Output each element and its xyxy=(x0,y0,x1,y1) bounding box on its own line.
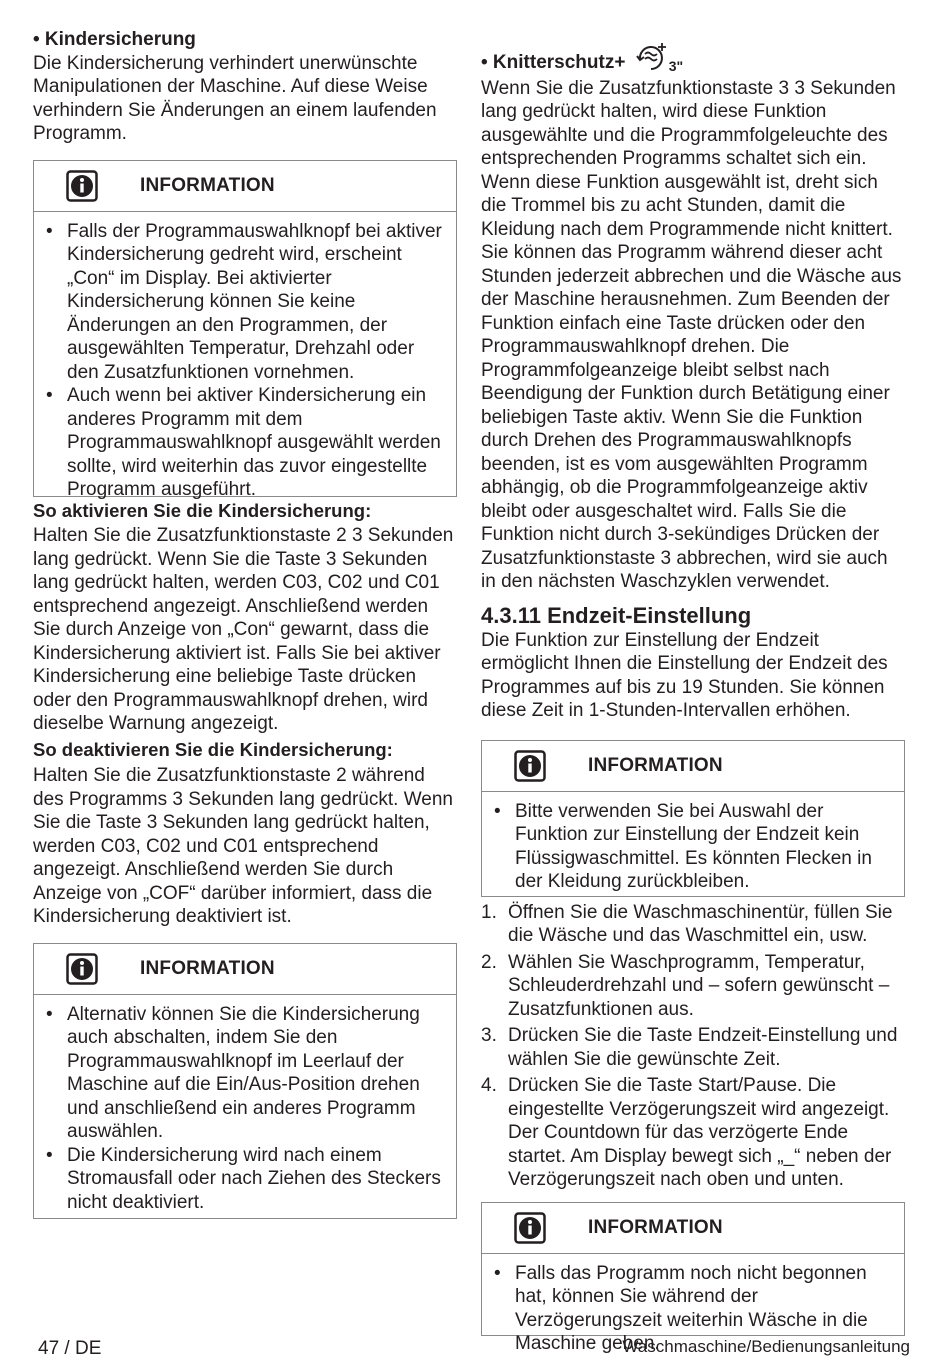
activate-heading: So aktivieren Sie die Kindersicherung: xyxy=(33,499,372,521)
information-body xyxy=(34,212,456,508)
information-box xyxy=(33,160,457,500)
list-item: • Bitte verwenden Sie bei Auswahl der Funktion zur Einstellung der Endzeit kein Flüssigwaschmittel. Es könnten Flecken in der Kleidung zurückbleiben. xyxy=(494,800,872,892)
information-title: INFORMATION xyxy=(588,1216,723,1238)
steps-list xyxy=(481,901,905,1192)
section-heading: 4.3.11 Endzeit-Einstellung xyxy=(481,602,752,628)
information-title: INFORMATION xyxy=(140,174,275,196)
left-column xyxy=(33,28,457,1219)
list-item: 4. Drücken Sie die Taste Start/Pause. Die eingestellte Verzögerungszeit wird angezeigt. Der Countdown für das verzögerte Ende startet. Am Display bewegt sich „_“ neben der Verzögerungszeit nach oben und unten. xyxy=(481,1075,892,1190)
list-item: 3. Drücken Sie die Taste Endzeit-Einstellung und wählen Sie die gewünschte Zeit. xyxy=(481,1025,898,1070)
info-icon xyxy=(66,170,98,202)
list-item: • Die Kindersicherung wird nach einem Stromausfall oder nach Ziehen des Steckers nicht deaktiviert. xyxy=(46,1144,441,1213)
information-box xyxy=(33,943,457,1219)
list-item: • Alternativ können Sie die Kindersicherung auch abschalten, indem Sie den Programmauswahlknopf im Leerlauf der Maschine auf die Ein/Aus-Position drehen und anschließend ein anderes Programm auswählen. xyxy=(46,1003,420,1142)
kindersicherung-heading: • Kindersicherung xyxy=(33,29,196,50)
info-icon xyxy=(66,953,98,985)
endzeit-text: Die Funktion zur Einstellung der Endzeit ermöglicht Ihnen die Einstellung der Endzeit des Programmes auf bis zu 19 Stunden. Sie können diese Zeit in 1-Stunden-Intervallen erhöhen. xyxy=(481,629,888,721)
knitterschutz-heading: • Knitterschutz+ 3" xyxy=(481,42,905,79)
information-body xyxy=(482,792,904,900)
page-number: 47 / DE xyxy=(38,1338,102,1359)
deactivate-heading: So deaktivieren Sie die Kindersicherung: xyxy=(33,738,393,760)
knitterschutz-text: Wenn Sie die Zusatzfunktionstaste 3 3 Sekunden lang gedrückt halten, wird diese Funktion ausgewählte und die Programmfolgeleuchte des entsprechenden Programms schaltet sich ein. Wenn diese Funktion ausgewählt ist, dreht sich die Trommel bis zu acht Stunden, damit die Kleidung nach dem Programmende nicht knittert. Sie können das Programm während dieser acht Stunden jederzeit abbrechen und die Wäsche aus der Maschine herausnehmen. Zum Beenden der Funktion einfach eine Taste drücken oder den Programmauswahlknopf drehen. Die Programmfolgeanzeige bleibt selbst nach Beendigung der Funktion durch Betätigung einer beliebigen Taste aktiv. Wenn Sie die Funktion durch Drehen des Programmauswahlknopfs beenden, ist es vom ausgewählten Programm abhängig, ob die Programmfolgeanzeige aktiv bleibt oder ausgeschaltet wird. Falls Sie die Funktion nicht durch 3-sekündiges Drücken der Zusatzfunktionstaste 3 abbrechen, wird sie auch in den nächsten Waschzyklen verwendet. xyxy=(481,77,902,592)
information-box xyxy=(481,740,905,897)
information-title: INFORMATION xyxy=(140,957,275,979)
info-icon xyxy=(514,1212,546,1244)
deactivate-text: Halten Sie die Zusatzfunktionstaste 2 während des Programms 3 Sekunden lang gedrückt. Wenn Sie die Taste 3 Sekunden lang gedrückt halten, werden C03, C02 und C01 entsprechend angezeigt. Anschließend werden Sie durch Anzeige von „COF“ darüber informiert, dass die Kindersicherung deaktiviert ist. xyxy=(33,765,453,927)
info-icon xyxy=(514,750,546,782)
anti-crease-icon-label: 3" xyxy=(668,58,684,74)
list-item: • Auch wenn bei aktiver Kindersicherung ein anderes Programm mit dem Programmauswahlknopf ausgewählt werden sollte, wird weiterhin das zuvor eingestellte Programm ausgeführt. xyxy=(46,385,441,500)
document-title: Waschmaschine/Bedienungsanleitung xyxy=(622,1337,910,1356)
information-title: INFORMATION xyxy=(588,754,723,776)
list-item: • Falls der Programmauswahlknopf bei aktiver Kindersicherung gedreht wird, erscheint „Con“ im Display. Bei aktivierter Kindersicherung können Sie keine Änderungen an den Programmen, der ausgewählten Temperatur, Drehzahl oder den Zusatzfunktionen vornehmen. xyxy=(46,220,442,383)
list-item: 1. Öffnen Sie die Waschmaschinentür, füllen Sie die Wäsche und das Waschmittel ein, usw. xyxy=(481,901,893,946)
information-header xyxy=(34,161,456,212)
information-body xyxy=(34,995,456,1221)
kindersicherung-text: Die Kindersicherung verhindert unerwünschte Manipulationen der Maschine. Auf diese Weise verhindern Sie Änderungen an einem laufenden Programm. xyxy=(33,52,437,144)
information-header xyxy=(482,1203,904,1254)
activate-text: Halten Sie die Zusatzfunktionstaste 2 3 Sekunden lang gedrückt. Wenn Sie die Taste 3 Sekunden lang gedrückt halten, werden C03, C02 und C01 entsprechend angezeigt. Anschließend werden Sie durch Anzeige von „Con“ gewarnt, dass die Kindersicherung aktiviert ist. Falls Sie bei aktiver Kindersicherung eine beliebige Taste drücken oder den Programmauswahlknopf drehen, wird dieselbe Warnung angezeigt. xyxy=(33,525,454,734)
information-header xyxy=(34,944,456,995)
list-item: 2. Wählen Sie Waschprogramm, Temperatur, Schleuderdrehzahl und – sofern gewünscht – Zusatzfunktionen aus. xyxy=(481,951,890,1020)
information-header xyxy=(482,741,904,792)
anti-crease-icon xyxy=(635,42,669,79)
list-item: • Falls das Programm noch nicht begonnen hat, können Sie während der Verzögerungszeit weiterhin Wäsche in die Maschine geben. xyxy=(494,1262,868,1354)
